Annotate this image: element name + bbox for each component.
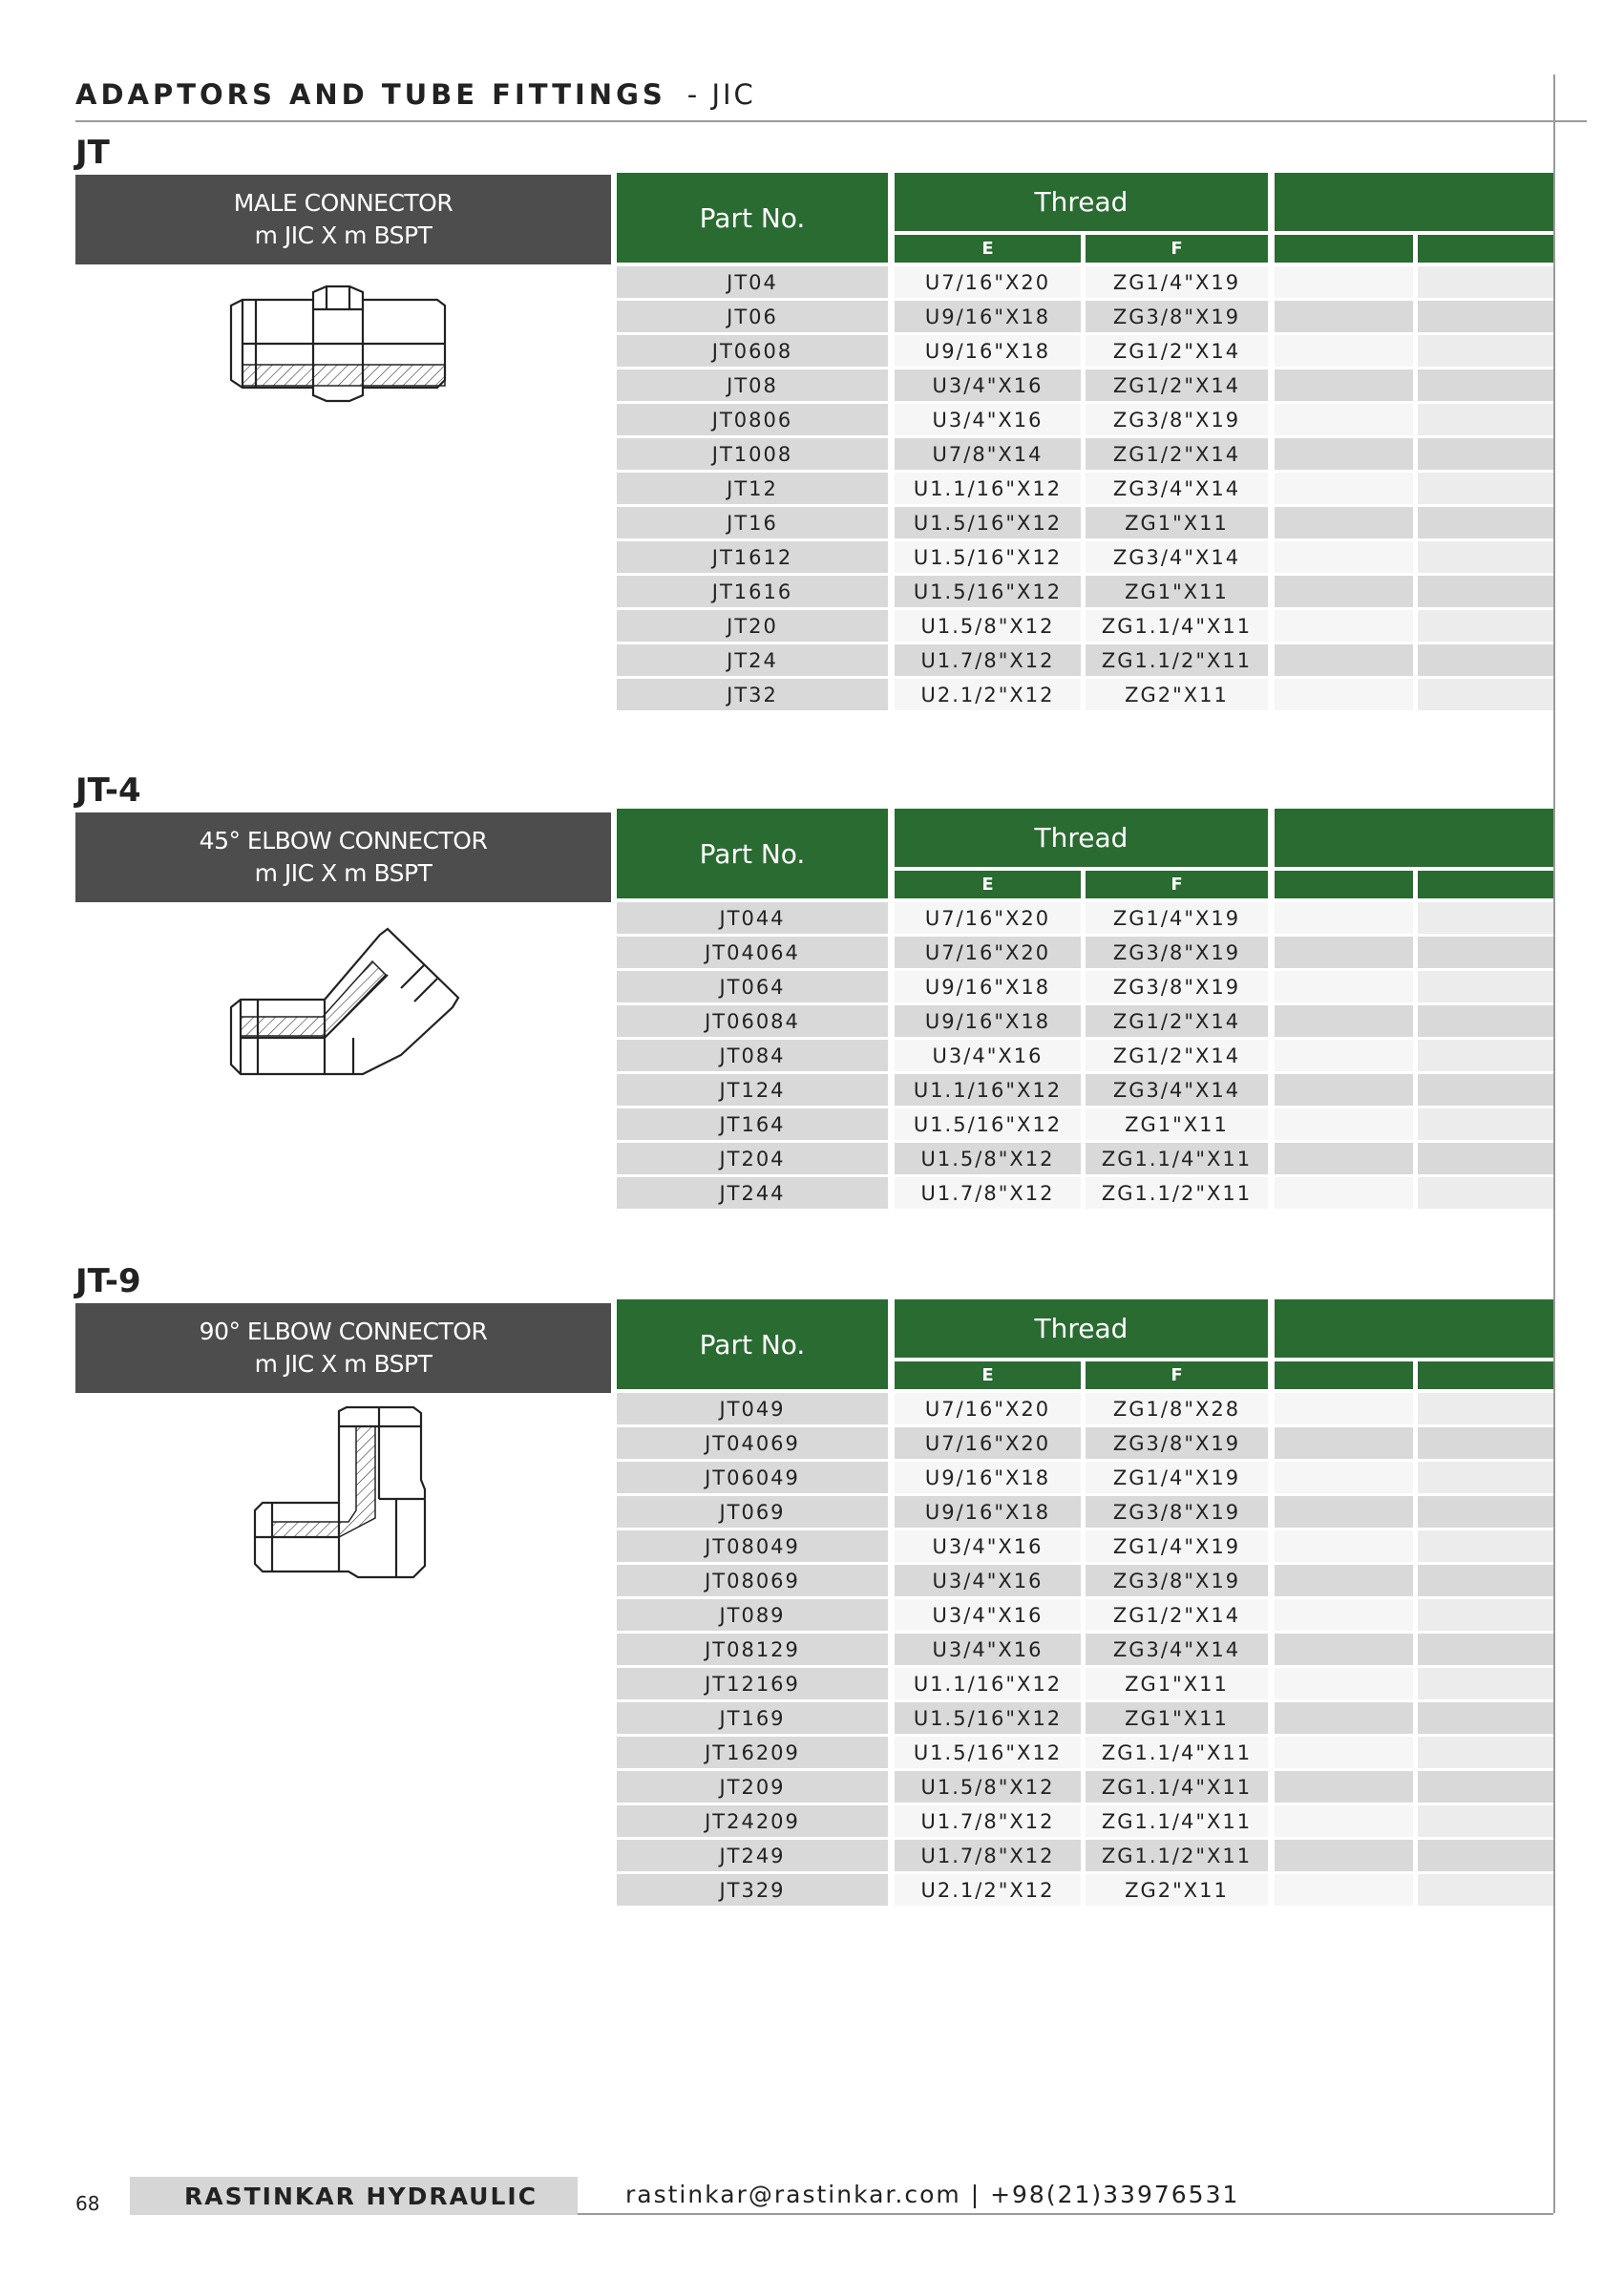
table-row (0, 1462, 1624, 1493)
table-row (0, 1840, 1624, 1871)
thread-e-cell: U7/16"X20 (895, 1427, 1081, 1459)
thread-f-cell: ZG1"X11 (1086, 507, 1268, 538)
blank-cell (1275, 1074, 1413, 1106)
desc-line-2: m JIC X m BSPT (254, 221, 432, 249)
table-row (0, 541, 1624, 573)
table-row (0, 679, 1624, 710)
desc-line-2: m JIC X m BSPT (254, 859, 432, 887)
table-row (0, 369, 1624, 401)
thread-f-cell: ZG1.1/4"X11 (1086, 610, 1268, 642)
thread-f-cell: ZG1.1/2"X11 (1086, 1840, 1268, 1871)
part-number-cell: JT204 (617, 1143, 888, 1174)
footer-brand (130, 2177, 578, 2215)
table-row (0, 507, 1624, 538)
part-number-cell: JT12169 (617, 1668, 888, 1699)
thread-e-cell: U1.1/16"X12 (895, 1074, 1081, 1106)
table-row (0, 1771, 1624, 1803)
blank-subheader (1275, 1361, 1413, 1389)
part-number-cell: JT20 (617, 610, 888, 642)
part-number-cell: JT16209 (617, 1737, 888, 1768)
blank-subheader (1418, 871, 1553, 898)
thread-header: Thread (895, 173, 1268, 231)
part-number-cell: JT06049 (617, 1462, 888, 1493)
blank-cell (1418, 679, 1553, 710)
table-row (0, 1530, 1624, 1562)
table-row (0, 1005, 1624, 1037)
blank-cell (1275, 369, 1413, 401)
blank-cell (1275, 1040, 1413, 1071)
thread-f-cell: ZG3/8"X19 (1086, 301, 1268, 332)
blank-cell (1418, 971, 1553, 1002)
blank-cell (1275, 404, 1413, 435)
blank-cell (1418, 1874, 1553, 1906)
blank-cell (1418, 1393, 1553, 1424)
part-no-header: Part No. (617, 173, 888, 263)
thread-e-cell: U7/16"X20 (895, 937, 1081, 968)
part-number-cell: JT32 (617, 679, 888, 710)
footer-contact: rastinkar@rastinkar.com | +98(21)33976531 (625, 2181, 1240, 2208)
thread-e-cell: U1.1/16"X12 (895, 1668, 1081, 1699)
blank-cell (1275, 1393, 1413, 1424)
table-row (0, 1565, 1624, 1596)
thread-f-cell: ZG1/8"X28 (1086, 1393, 1268, 1424)
thread-header: Thread (895, 809, 1268, 867)
blank-cell (1275, 644, 1413, 676)
blank-cell (1275, 438, 1413, 470)
thread-e-cell: U2.1/2"X12 (895, 679, 1081, 710)
desc-line-1: MALE CONNECTOR (233, 189, 453, 217)
e-header: E (895, 1361, 1081, 1389)
thread-e-cell: U1.7/8"X12 (895, 1840, 1081, 1871)
blank-cell (1418, 1005, 1553, 1037)
blank-cell (1275, 1108, 1413, 1140)
table-row (0, 1702, 1624, 1734)
thread-e-cell: U7/16"X20 (895, 902, 1081, 934)
table-row (0, 1143, 1624, 1174)
desc-line-2: m JIC X m BSPT (254, 1350, 432, 1378)
page-number: 68 (75, 2192, 100, 2215)
table-row (0, 404, 1624, 435)
page-title (75, 78, 756, 111)
thread-f-cell: ZG1.1/2"X11 (1086, 644, 1268, 676)
thread-f-cell: ZG1/2"X14 (1086, 1040, 1268, 1071)
thread-f-cell: ZG1/2"X14 (1086, 1005, 1268, 1037)
thread-e-cell: U7/16"X20 (895, 266, 1081, 298)
blank-cell (1418, 335, 1553, 367)
part-number-cell: JT16 (617, 507, 888, 538)
table-row (0, 1496, 1624, 1528)
blank-cell (1275, 1702, 1413, 1734)
thread-e-cell: U7/16"X20 (895, 1393, 1081, 1424)
blank-cell (1275, 1737, 1413, 1768)
part-number-cell: JT24 (617, 644, 888, 676)
blank-cell (1418, 1565, 1553, 1596)
blank-header (1275, 1299, 1553, 1358)
blank-cell (1418, 541, 1553, 573)
blank-cell (1275, 1462, 1413, 1493)
thread-f-cell: ZG1"X11 (1086, 1702, 1268, 1734)
desc-line-1: 90° ELBOW CONNECTOR (199, 1318, 488, 1345)
blank-cell (1418, 1530, 1553, 1562)
thread-e-cell: U3/4"X16 (895, 1565, 1081, 1596)
blank-cell (1418, 438, 1553, 470)
table-row (0, 1805, 1624, 1837)
thread-f-cell: ZG1/4"X19 (1086, 1462, 1268, 1493)
blank-cell (1275, 1005, 1413, 1037)
thread-f-cell: ZG1/4"X19 (1086, 902, 1268, 934)
blank-cell (1275, 1177, 1413, 1209)
thread-f-cell: ZG1"X11 (1086, 1668, 1268, 1699)
part-number-cell: JT04064 (617, 937, 888, 968)
table-row (0, 1737, 1624, 1768)
blank-cell (1418, 301, 1553, 332)
part-number-cell: JT0608 (617, 335, 888, 367)
f-header: F (1086, 235, 1268, 263)
thread-f-cell: ZG1.1/2"X11 (1086, 1177, 1268, 1209)
blank-header (1275, 809, 1553, 867)
table-row (0, 301, 1624, 332)
blank-cell (1418, 1143, 1553, 1174)
thread-f-cell: ZG1.1/4"X11 (1086, 1805, 1268, 1837)
blank-cell (1418, 1668, 1553, 1699)
thread-e-cell: U3/4"X16 (895, 1634, 1081, 1665)
section-code: JT (75, 134, 110, 172)
blank-cell (1275, 1874, 1413, 1906)
table-row (0, 644, 1624, 676)
blank-header (1275, 173, 1553, 231)
part-number-cell: JT24209 (617, 1805, 888, 1837)
thread-f-cell: ZG1/4"X19 (1086, 266, 1268, 298)
blank-cell (1275, 507, 1413, 538)
thread-e-cell: U9/16"X18 (895, 1005, 1081, 1037)
table-row (0, 1874, 1624, 1906)
blank-cell (1275, 541, 1413, 573)
part-number-cell: JT1616 (617, 576, 888, 607)
blank-cell (1418, 1040, 1553, 1071)
thread-f-cell: ZG3/4"X14 (1086, 1634, 1268, 1665)
thread-f-cell: ZG1"X11 (1086, 1108, 1268, 1140)
thread-f-cell: ZG1/2"X14 (1086, 369, 1268, 401)
blank-cell (1275, 1771, 1413, 1803)
part-number-cell: JT064 (617, 971, 888, 1002)
table-row (0, 1393, 1624, 1424)
table-row (0, 1074, 1624, 1106)
table-row (0, 937, 1624, 968)
thread-f-cell: ZG1.1/4"X11 (1086, 1771, 1268, 1803)
part-no-header: Part No. (617, 1299, 888, 1389)
blank-cell (1275, 1565, 1413, 1596)
blank-cell (1418, 369, 1553, 401)
blank-cell (1418, 1634, 1553, 1665)
blank-cell (1418, 1074, 1553, 1106)
section-description (75, 812, 611, 902)
thread-f-cell: ZG1"X11 (1086, 576, 1268, 607)
blank-cell (1418, 937, 1553, 968)
part-number-cell: JT164 (617, 1108, 888, 1140)
blank-cell (1418, 507, 1553, 538)
part-number-cell: JT1612 (617, 541, 888, 573)
thread-header: Thread (895, 1299, 1268, 1358)
table-row (0, 610, 1624, 642)
f-header: F (1086, 1361, 1268, 1389)
thread-f-cell: ZG3/4"X14 (1086, 1074, 1268, 1106)
blank-cell (1418, 902, 1553, 934)
thread-e-cell: U9/16"X18 (895, 301, 1081, 332)
thread-f-cell: ZG1/2"X14 (1086, 438, 1268, 470)
part-number-cell: JT069 (617, 1496, 888, 1528)
thread-e-cell: U2.1/2"X12 (895, 1874, 1081, 1906)
part-number-cell: JT08069 (617, 1565, 888, 1596)
section-code: JT-9 (75, 1262, 141, 1300)
blank-cell (1275, 1805, 1413, 1837)
thread-e-cell: U9/16"X18 (895, 971, 1081, 1002)
thread-f-cell: ZG2"X11 (1086, 1874, 1268, 1906)
header-rule (75, 120, 1587, 122)
table-row (0, 1599, 1624, 1631)
blank-cell (1418, 1177, 1553, 1209)
part-number-cell: JT084 (617, 1040, 888, 1071)
blank-subheader (1275, 871, 1413, 898)
e-header: E (895, 871, 1081, 898)
blank-cell (1275, 1668, 1413, 1699)
blank-cell (1418, 1702, 1553, 1734)
table-row (0, 266, 1624, 298)
blank-subheader (1418, 1361, 1553, 1389)
part-number-cell: JT044 (617, 902, 888, 934)
e-header: E (895, 235, 1081, 263)
thread-f-cell: ZG3/8"X19 (1086, 1427, 1268, 1459)
thread-e-cell: U1.7/8"X12 (895, 644, 1081, 676)
thread-e-cell: U7/8"X14 (895, 438, 1081, 470)
thread-e-cell: U9/16"X18 (895, 335, 1081, 367)
blank-cell (1418, 1462, 1553, 1493)
part-number-cell: JT124 (617, 1074, 888, 1106)
blank-cell (1275, 1840, 1413, 1871)
blank-cell (1275, 473, 1413, 504)
table-row (0, 1634, 1624, 1665)
part-number-cell: JT06 (617, 301, 888, 332)
blank-cell (1275, 971, 1413, 1002)
part-number-cell: JT209 (617, 1771, 888, 1803)
brand-name: RASTINKAR HYDRAULIC (184, 2182, 538, 2210)
thread-e-cell: U3/4"X16 (895, 1530, 1081, 1562)
thread-e-cell: U1.5/8"X12 (895, 610, 1081, 642)
table-row (0, 576, 1624, 607)
thread-f-cell: ZG1/2"X14 (1086, 1599, 1268, 1631)
thread-e-cell: U1.5/16"X12 (895, 576, 1081, 607)
desc-line-1: 45° ELBOW CONNECTOR (199, 827, 488, 854)
part-number-cell: JT06084 (617, 1005, 888, 1037)
thread-f-cell: ZG1/4"X19 (1086, 1530, 1268, 1562)
thread-f-cell: ZG3/8"X19 (1086, 404, 1268, 435)
table-row (0, 971, 1624, 1002)
blank-cell (1418, 610, 1553, 642)
thread-e-cell: U3/4"X16 (895, 404, 1081, 435)
table-row (0, 438, 1624, 470)
footer-rule (578, 2213, 1553, 2215)
blank-cell (1418, 1737, 1553, 1768)
blank-cell (1418, 576, 1553, 607)
blank-cell (1275, 301, 1413, 332)
blank-cell (1418, 1108, 1553, 1140)
part-no-header: Part No. (617, 809, 888, 898)
blank-cell (1275, 1530, 1413, 1562)
thread-e-cell: U1.5/16"X12 (895, 541, 1081, 573)
part-number-cell: JT08129 (617, 1634, 888, 1665)
part-number-cell: JT04 (617, 266, 888, 298)
blank-cell (1275, 937, 1413, 968)
blank-cell (1418, 1427, 1553, 1459)
blank-cell (1418, 473, 1553, 504)
part-number-cell: JT329 (617, 1874, 888, 1906)
thread-e-cell: U9/16"X18 (895, 1462, 1081, 1493)
blank-cell (1275, 335, 1413, 367)
thread-e-cell: U1.5/16"X12 (895, 1702, 1081, 1734)
thread-e-cell: U9/16"X18 (895, 1496, 1081, 1528)
thread-e-cell: U1.5/16"X12 (895, 1737, 1081, 1768)
f-header: F (1086, 871, 1268, 898)
thread-e-cell: U1.5/8"X12 (895, 1771, 1081, 1803)
thread-f-cell: ZG1/2"X14 (1086, 335, 1268, 367)
table-row (0, 1668, 1624, 1699)
part-number-cell: JT249 (617, 1840, 888, 1871)
part-number-cell: JT08 (617, 369, 888, 401)
thread-f-cell: ZG3/4"X14 (1086, 541, 1268, 573)
part-number-cell: JT169 (617, 1702, 888, 1734)
thread-f-cell: ZG3/8"X19 (1086, 1496, 1268, 1528)
part-number-cell: JT04069 (617, 1427, 888, 1459)
blank-cell (1418, 1771, 1553, 1803)
table-row (0, 335, 1624, 367)
section-description (75, 1303, 611, 1393)
thread-e-cell: U1.7/8"X12 (895, 1805, 1081, 1837)
blank-cell (1275, 1634, 1413, 1665)
table-row (0, 1040, 1624, 1071)
blank-cell (1275, 902, 1413, 934)
thread-e-cell: U1.5/8"X12 (895, 1143, 1081, 1174)
blank-subheader (1275, 235, 1413, 263)
part-number-cell: JT12 (617, 473, 888, 504)
part-number-cell: JT049 (617, 1393, 888, 1424)
thread-f-cell: ZG3/8"X19 (1086, 937, 1268, 968)
blank-cell (1418, 1805, 1553, 1837)
title-sub: - JIC (686, 78, 756, 111)
table-row (0, 1427, 1624, 1459)
blank-cell (1418, 266, 1553, 298)
blank-cell (1275, 1143, 1413, 1174)
thread-f-cell: ZG3/8"X19 (1086, 1565, 1268, 1596)
thread-f-cell: ZG1.1/4"X11 (1086, 1737, 1268, 1768)
table-row (0, 902, 1624, 934)
thread-e-cell: U1.5/16"X12 (895, 507, 1081, 538)
part-number-cell: JT089 (617, 1599, 888, 1631)
thread-e-cell: U1.1/16"X12 (895, 473, 1081, 504)
table-row (0, 1177, 1624, 1209)
thread-e-cell: U3/4"X16 (895, 1599, 1081, 1631)
blank-cell (1275, 266, 1413, 298)
table-row (0, 473, 1624, 504)
table-row (0, 1108, 1624, 1140)
section-code: JT-4 (75, 771, 141, 810)
part-number-cell: JT244 (617, 1177, 888, 1209)
thread-f-cell: ZG3/4"X14 (1086, 473, 1268, 504)
part-number-cell: JT08049 (617, 1530, 888, 1562)
blank-cell (1275, 1496, 1413, 1528)
thread-f-cell: ZG2"X11 (1086, 679, 1268, 710)
thread-e-cell: U3/4"X16 (895, 1040, 1081, 1071)
blank-subheader (1418, 235, 1553, 263)
blank-cell (1275, 1427, 1413, 1459)
thread-f-cell: ZG3/8"X19 (1086, 971, 1268, 1002)
thread-e-cell: U3/4"X16 (895, 369, 1081, 401)
blank-cell (1275, 576, 1413, 607)
blank-cell (1275, 610, 1413, 642)
blank-cell (1275, 679, 1413, 710)
blank-cell (1418, 1496, 1553, 1528)
part-number-cell: JT1008 (617, 438, 888, 470)
blank-cell (1418, 404, 1553, 435)
blank-cell (1275, 1599, 1413, 1631)
part-number-cell: JT0806 (617, 404, 888, 435)
blank-cell (1418, 1599, 1553, 1631)
thread-f-cell: ZG1.1/4"X11 (1086, 1143, 1268, 1174)
blank-cell (1418, 1840, 1553, 1871)
thread-e-cell: U1.5/16"X12 (895, 1108, 1081, 1140)
blank-cell (1418, 644, 1553, 676)
thread-e-cell: U1.7/8"X12 (895, 1177, 1081, 1209)
title-main: ADAPTORS AND TUBE FITTINGS (75, 78, 666, 111)
section-description (75, 175, 611, 264)
